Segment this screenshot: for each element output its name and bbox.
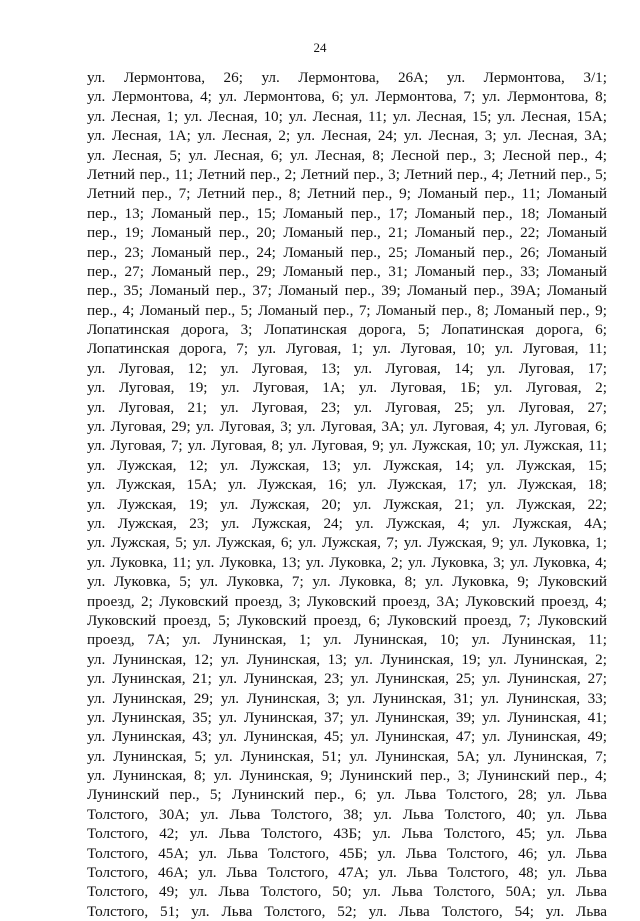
text-line: ул. Лунинская, 21; ул. Лунинская, 23; ул. Лунинская, 25; ул. Лунинская, 27; (87, 670, 607, 688)
text-line: Толстого, 49; ул. Льва Толстого, 50; ул. Льва Толстого, 50А; ул. Льва (87, 883, 607, 901)
text-line: проезд, 7А; ул. Лунинская, 1; ул. Лунинская, 10; ул. Лунинская, 11; (87, 631, 607, 649)
text-line: ул. Лесная, 5; ул. Лесная, 6; ул. Лесная, 8; Лесной пер., 3; Лесной пер., 4; (87, 146, 607, 164)
text-line: ул. Луковка, 11; ул. Луковка, 13; ул. Луковка, 2; ул. Луковка, 3; ул. Луковка, 4; (87, 553, 607, 571)
text-line: ул. Лужская, 23; ул. Лужская, 24; ул. Лужская, 4; ул. Лужская, 4А; (87, 514, 607, 532)
text-line: Летний пер., 11; Летний пер., 2; Летний пер., 3; Летний пер., 4; Летний пер., 5; (87, 165, 607, 183)
text-line: ул. Лесная, 1; ул. Лесная, 10; ул. Лесная, 11; ул. Лесная, 15; ул. Лесная, 15А; (87, 107, 607, 125)
text-line: ул. Лужская, 12; ул. Лужская, 13; ул. Лужская, 14; ул. Лужская, 15; (87, 456, 607, 474)
text-line: ул. Лермонтова, 26; ул. Лермонтова, 26А; ул. Лермонтова, 3/1; (87, 69, 607, 86)
text-line: ул. Луговая, 21; ул. Луговая, 23; ул. Луговая, 25; ул. Луговая, 27; (87, 398, 607, 416)
text-line: Летний пер., 7; Летний пер., 8; Летний пер., 9; Ломаный пер., 11; Ломаный (87, 185, 607, 203)
text-line: ул. Лесная, 1А; ул. Лесная, 2; ул. Лесная, 24; ул. Лесная, 3; ул. Лесная, 3А; (87, 127, 607, 145)
text-line: ул. Луговая, 7; ул. Луговая, 8; ул. Луговая, 9; ул. Лужская, 10; ул. Лужская, 11; (87, 437, 607, 455)
page-number: 24 (313, 40, 327, 55)
text-line: ул. Лужская, 19; ул. Лужская, 20; ул. Лужская, 21; ул. Лужская, 22; (87, 495, 607, 513)
text-line: ул. Луковка, 5; ул. Луковка, 7; ул. Луковка, 8; ул. Луковка, 9; Луковский (87, 573, 607, 591)
text-line: проезд, 2; Луковский проезд, 3; Луковский проезд, 3А; Луковский проезд, 4; (87, 592, 607, 610)
text-line: Лопатинская дорога, 3; Лопатинская дорога, 5; Лопатинская дорога, 6; (87, 321, 607, 339)
text-line: пер., 19; Ломаный пер., 20; Ломаный пер., 21; Ломаный пер., 22; Ломаный (87, 224, 607, 242)
text-line: Толстого, 30А; ул. Льва Толстого, 38; ул. Льва Толстого, 40; ул. Льва (87, 805, 607, 823)
text-line: пер., 23; Ломаный пер., 24; Ломаный пер., 25; Ломаный пер., 26; Ломаный (87, 243, 607, 261)
text-line: ул. Лунинская, 43; ул. Лунинская, 45; ул. Лунинская, 47; ул. Лунинская, 49; (87, 728, 607, 746)
text-line: ул. Лужская, 15А; ул. Лужская, 16; ул. Лужская, 17; ул. Лужская, 18; (87, 476, 607, 494)
text-line: Луковский проезд, 5; Луковский проезд, 6; Луковский проезд, 7; Луковский (87, 611, 607, 629)
text-line: пер., 27; Ломаный пер., 29; Ломаный пер., 31; Ломаный пер., 33; Ломаный (87, 262, 607, 280)
text-line: ул. Лунинская, 35; ул. Лунинская, 37; ул. Лунинская, 39; ул. Лунинская, 41; (87, 708, 607, 726)
text-line: ул. Лунинская, 12; ул. Лунинская, 13; ул. Лунинская, 19; ул. Лунинская, 2; (87, 650, 607, 668)
text-line: пер., 4; Ломаный пер., 5; Ломаный пер., 7; Ломаный пер., 8; Ломаный пер., 9; (87, 301, 607, 319)
text-line: Толстого, 51; ул. Льва Толстого, 52; ул. Льва Толстого, 54; ул. Льва (87, 902, 607, 920)
text-line: ул. Лужская, 5; ул. Лужская, 6; ул. Лужская, 7; ул. Лужская, 9; ул. Луковка, 1; (87, 534, 607, 552)
text-line: Лопатинская дорога, 7; ул. Луговая, 1; ул. Луговая, 10; ул. Луговая, 11; (87, 340, 607, 358)
text-line: Толстого, 46А; ул. Льва Толстого, 47А; ул. Льва Толстого, 48; ул. Льва (87, 864, 607, 882)
text-line: ул. Лунинская, 8; ул. Лунинская, 9; Лунинский пер., 3; Лунинский пер., 4; (87, 767, 607, 785)
text-line: пер., 35; Ломаный пер., 37; Ломаный пер., 39; Ломаный пер., 39А; Ломаный (87, 282, 607, 300)
text-line: ул. Луговая, 12; ул. Луговая, 13; ул. Луговая, 14; ул. Луговая, 17; (87, 359, 607, 377)
text-line: ул. Луговая, 29; ул. Луговая, 3; ул. Луговая, 3А; ул. Луговая, 4; ул. Луговая, 6; (87, 418, 607, 436)
text-line: ул. Лермонтова, 4; ул. Лермонтова, 6; ул. Лермонтова, 7; ул. Лермонтова, 8; (87, 88, 607, 106)
text-line: ул. Лунинская, 5; ул. Лунинская, 51; ул. Лунинская, 5А; ул. Лунинская, 7; (87, 747, 607, 765)
body-text (87, 68, 607, 921)
text-line: Толстого, 42; ул. Льва Толстого, 43Б; ул. Льва Толстого, 45; ул. Льва (87, 825, 607, 843)
text-line: ул. Лунинская, 29; ул. Лунинская, 3; ул. Лунинская, 31; ул. Лунинская, 33; (87, 689, 607, 707)
text-line: Толстого, 45А; ул. Льва Толстого, 45Б; ул. Льва Толстого, 46; ул. Льва (87, 844, 607, 862)
text-line: пер., 13; Ломаный пер., 15; Ломаный пер., 17; Ломаный пер., 18; Ломаный (87, 204, 607, 222)
text-line: Лунинский пер., 5; Лунинский пер., 6; ул. Льва Толстого, 28; ул. Льва (87, 786, 607, 804)
text-line: ул. Луговая, 19; ул. Луговая, 1А; ул. Луговая, 1Б; ул. Луговая, 2; (87, 379, 607, 397)
